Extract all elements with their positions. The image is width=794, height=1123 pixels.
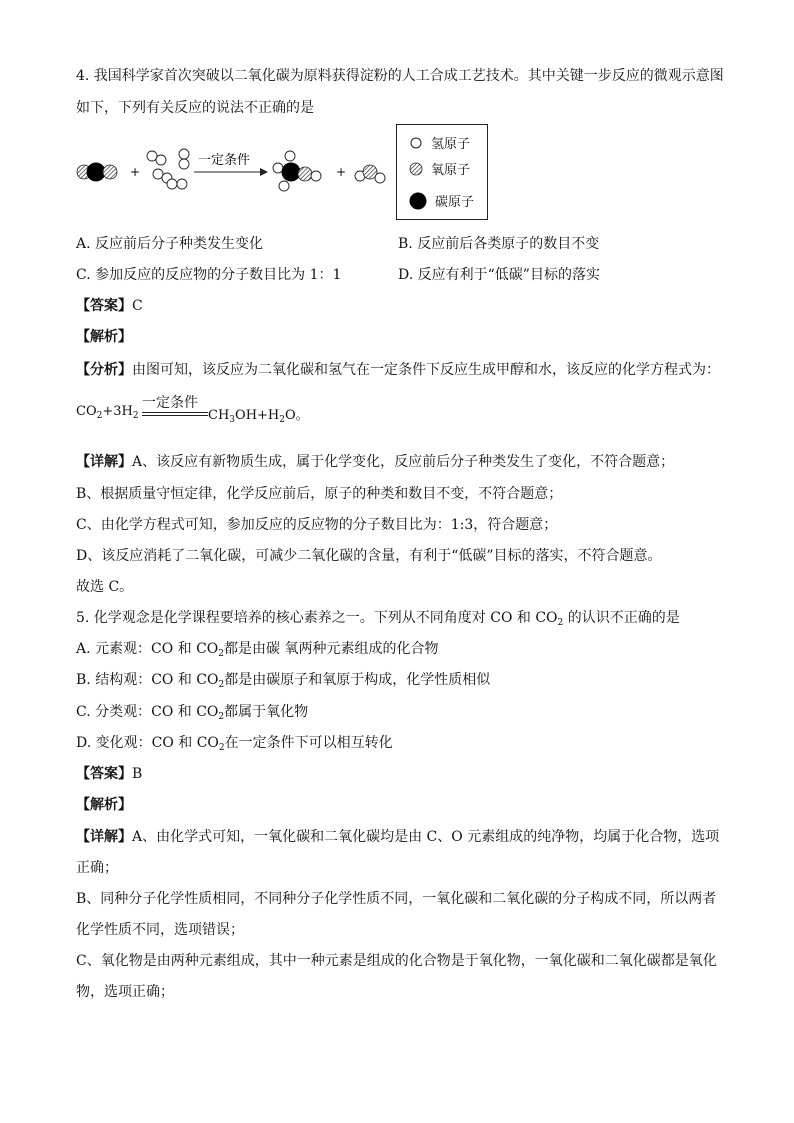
plus-sign: +	[336, 165, 347, 179]
q5-detail-b-line2: 化学性质不同，选项错误；	[76, 922, 244, 938]
q4-option-c: C. 参加反应的反应物的分子数目比为 1：1	[76, 267, 342, 283]
q4-detail-c: C、由化学方程式可知，参加反应的反应物的分子数目比为：1:3，符合题意；	[76, 517, 558, 533]
oxygen-atom	[103, 165, 117, 179]
q5-option-b: B. 结构观：CO 和 $CO_2$都是由碳原子和氧原于构成，化学性质相似	[76, 672, 491, 690]
chemical-equation: 一定条件 $CO_2+3H_2$ $CH_3OH+H_2O$。	[76, 392, 376, 432]
equation-line	[142, 412, 208, 413]
co2-molecule	[77, 163, 117, 182]
q5-stem: 5. 化学观念是化学课程要培养的核心素养之一。下列从不同角度对 CO 和 $CO_2$ 的认识不正确的是	[76, 610, 680, 628]
q5-analysis-label: 【解析】	[76, 797, 132, 813]
legend-carbon: 碳原子	[435, 195, 475, 210]
diagram-legend	[396, 124, 488, 220]
q4-option-b: B. 反应前后各类原子的数目不变	[398, 236, 600, 252]
q4-detail-d: D、该反应消耗了二氧化碳，可减少二氧化碳的含量，有利于“低碳”目标的落实，不符合题意。	[76, 548, 662, 564]
q4-option-d: D. 反应有利于“低碳”目标的落实	[398, 267, 600, 283]
reaction-condition: 一定条件	[198, 153, 251, 168]
q4-detail-b: B、根据质量守恒定律，化学反应前后，原子的种类和数目不变，不符合题意；	[76, 486, 563, 502]
oxygen-atom-icon	[409, 162, 423, 176]
q4-analysis-label: 【解析】	[76, 329, 132, 345]
q5-answer: 【答案】B	[76, 766, 143, 782]
h2-molecules	[147, 149, 189, 189]
equation-condition: 一定条件	[142, 395, 198, 411]
q4-answer: 【答案】C	[76, 298, 143, 314]
legend-oxygen: 氧原子	[431, 163, 471, 178]
q4-fenxi: 【分析】由图可知，该反应为二氧化碳和氢气在一定条件下反应生成甲醇和水，该反应的化学方程式为：	[76, 362, 720, 378]
hydrogen-atom-icon	[409, 136, 423, 150]
carbon-atom-icon	[409, 192, 427, 210]
q4-detail-a: 【详解】A、该反应有新物质生成，属于化学变化，反应前后分子种类发生了变化，不符合题意；	[76, 454, 675, 470]
equation-line	[142, 415, 208, 416]
q4-stem-line1: 4. 我国科学家首次突破以二氧化碳为原料获得淀粉的人工合成工艺技术。其中关键一步反应的微观示意图	[76, 68, 724, 84]
q5-detail-a-line1: 【详解】A、由化学式可知，一氧化碳和二氧化碳均是由 C、O 元素组成的纯净物，均属于化合物，选项	[76, 829, 720, 845]
q5-detail-b-line1: B、同种分子化学性质相同，不同种分子化学性质不同，一氧化碳和二氧化碳的分子构成不同，所以两者	[76, 891, 717, 907]
arrow-head-icon	[260, 168, 268, 176]
q4-stem-line2: 如下，下列有关反应的说法不正确的是	[76, 100, 314, 116]
q5-detail-a-line2: 正确；	[76, 860, 118, 876]
q4-option-a: A. 反应前后分子种类发生变化	[76, 236, 264, 252]
q5-detail-c-line2: 物，选项正确；	[76, 984, 174, 1000]
plus-sign: +	[130, 165, 141, 179]
q5-detail-c-line1: C、氧化物是由两种元素组成，其中一种元素是组成的化合物是于氧化物，一氧化碳和二氧化碳都是氧化	[76, 953, 717, 969]
ch3oh-molecule	[273, 151, 321, 191]
q5-option-c: C. 分类观：CO 和 $CO_2$都属于氧化物	[76, 704, 309, 722]
q5-option-a: A. 元素观：CO 和 $CO_2$都是由碳 氧两种元素组成的化合物	[76, 641, 439, 659]
legend-hydrogen: 氢原子	[431, 137, 471, 152]
h2o-molecule	[355, 165, 385, 183]
q5-option-d: D. 变化观：CO 和 $CO_2$在一定条件下可以相互转化	[76, 735, 393, 753]
q4-conclusion: 故选 C。	[76, 579, 134, 595]
